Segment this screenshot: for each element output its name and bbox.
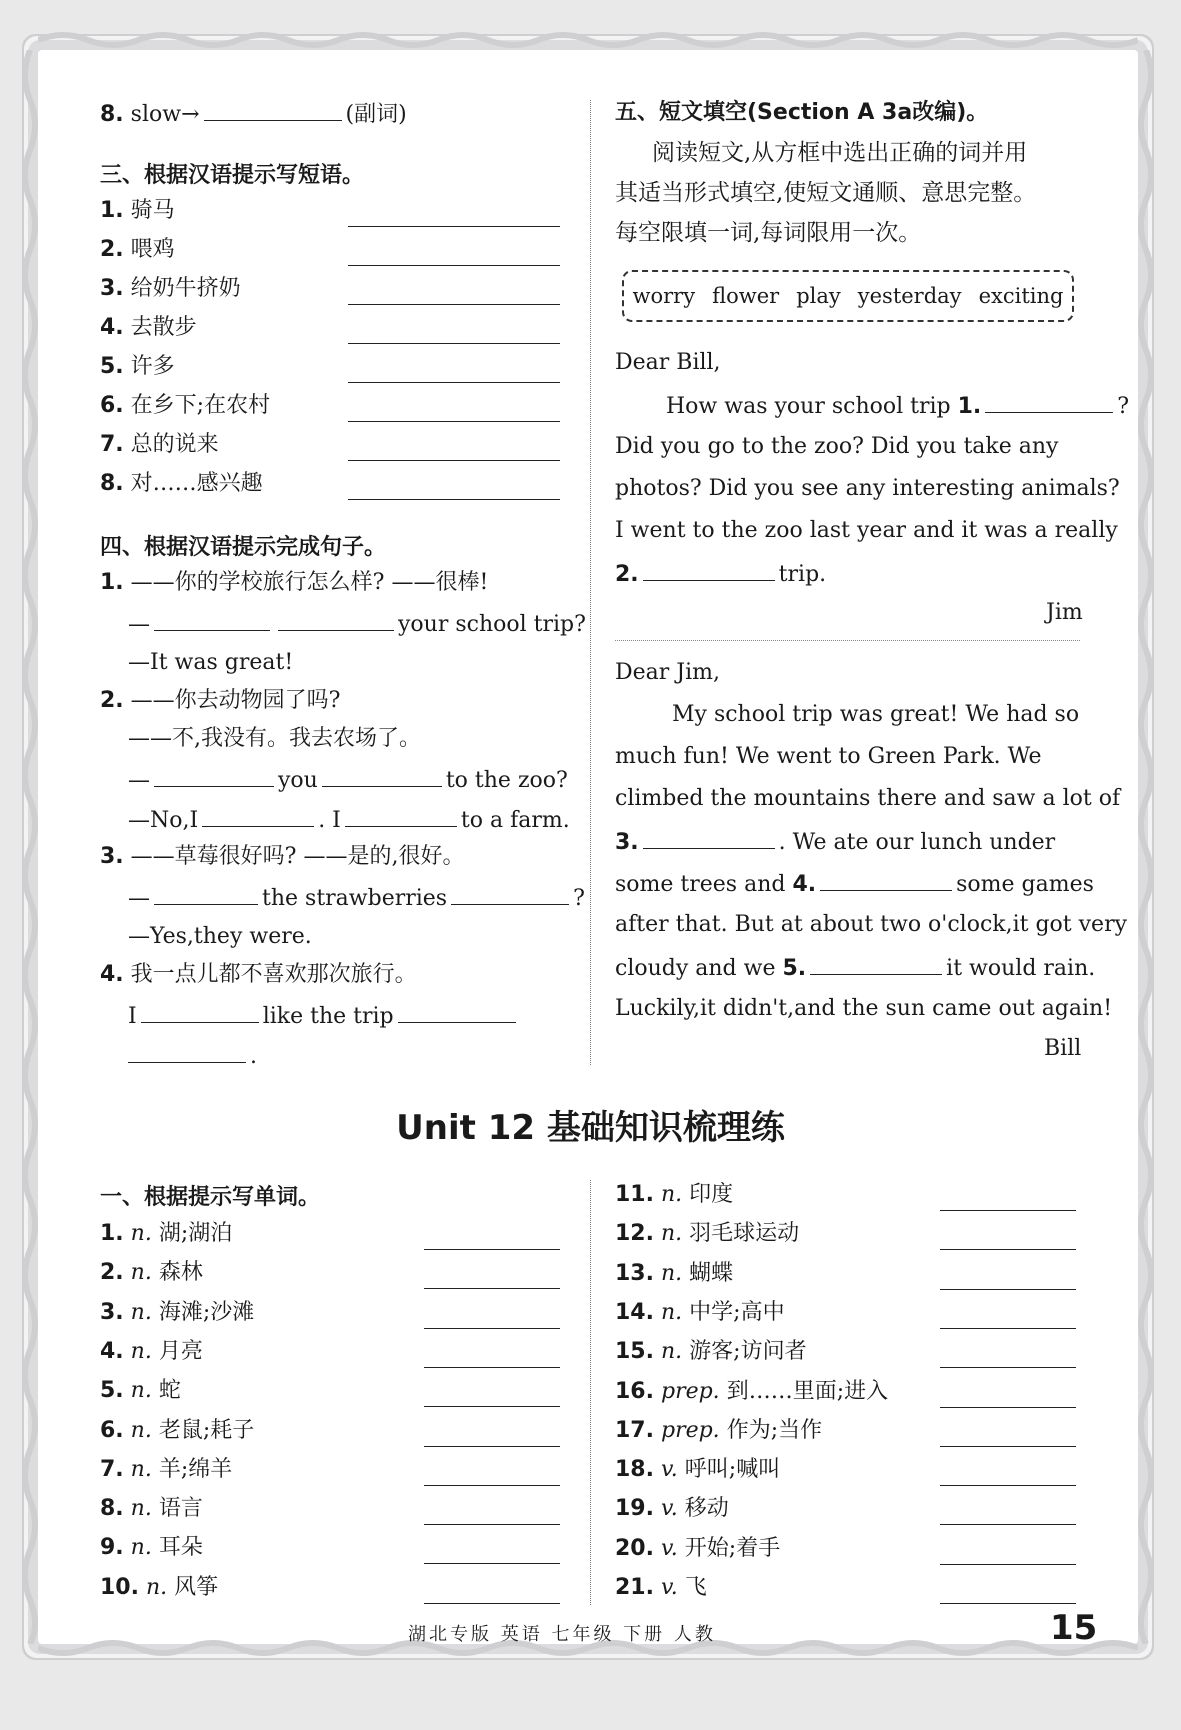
q2-english-2: —No,I . I to a farm. <box>128 804 570 836</box>
answer-blank[interactable] <box>348 225 560 227</box>
answer-blank[interactable] <box>128 1040 246 1063</box>
answer-blank[interactable] <box>154 608 270 631</box>
item-text: 飞 <box>684 1575 707 1600</box>
item-number: 10. <box>100 1574 139 1600</box>
item-number: 3. <box>100 1299 124 1325</box>
word-bank-box <box>622 270 1074 322</box>
part-of-speech: prep. <box>660 1417 720 1443</box>
word-bank-item: worry <box>632 284 696 308</box>
word-item <box>100 1376 181 1406</box>
column-divider-bottom <box>590 1180 591 1605</box>
answer-blank[interactable] <box>348 459 560 461</box>
part-of-speech: n. <box>660 1339 683 1365</box>
item-text: 风筝 <box>174 1574 219 1600</box>
part-of-speech: v. <box>660 1575 678 1600</box>
part-of-speech: n. <box>130 1378 152 1404</box>
item-text: 蛇 <box>158 1378 181 1404</box>
answer-blank[interactable] <box>940 1484 1076 1486</box>
letter1-line2: Did you go to the zoo? Did you take any <box>615 434 1059 459</box>
answer-blank[interactable] <box>424 1327 560 1329</box>
item-text: 给奶牛挤奶 <box>130 276 241 301</box>
item-number: 9. <box>100 1535 124 1561</box>
answer-blank[interactable] <box>348 498 560 500</box>
word-item <box>615 1377 888 1407</box>
answer-blank[interactable] <box>278 608 394 631</box>
letter1-line5: 2. trip. <box>615 558 826 590</box>
letter1-greeting: Dear Bill, <box>615 350 721 375</box>
part-of-speech: n. <box>130 1221 152 1246</box>
answer-blank[interactable] <box>940 1288 1076 1290</box>
item-number: 6. <box>100 1417 124 1443</box>
word-item <box>100 1219 232 1249</box>
answer-blank[interactable] <box>424 1484 560 1486</box>
answer-blank[interactable] <box>345 804 457 827</box>
answer-blank[interactable] <box>424 1287 560 1289</box>
item-text: 中学;高中 <box>689 1299 785 1325</box>
q4-english-2: . <box>128 1040 257 1072</box>
answer-blank[interactable] <box>940 1248 1076 1250</box>
answer-blank[interactable] <box>940 1445 1076 1447</box>
phrase-item <box>100 430 219 460</box>
item-number: 3. <box>100 276 124 301</box>
word-item <box>615 1455 780 1485</box>
answer-blank[interactable] <box>154 882 258 905</box>
part-of-speech: n. <box>130 1338 152 1364</box>
word-item <box>615 1494 729 1524</box>
item-text: 总的说来 <box>130 432 219 457</box>
word-item <box>100 1573 218 1603</box>
q4-chinese: 4. 我一点儿都不喜欢那次旅行。 <box>100 962 417 987</box>
instructions-1: 阅读短文,从方框中选出正确的词并用 <box>652 140 1028 166</box>
item-number: 15. <box>615 1339 654 1365</box>
word-item <box>615 1180 733 1210</box>
part-of-speech: n. <box>130 1260 152 1286</box>
instructions-2: 其适当形式填空,使短文通顺、意思完整。 <box>615 180 1037 206</box>
item-number: 5. <box>100 354 124 379</box>
item-number: 11. <box>615 1182 654 1207</box>
item-text: 老鼠;耗子 <box>158 1417 255 1443</box>
item-number: 13. <box>615 1260 654 1286</box>
item-text: 去散步 <box>130 315 197 340</box>
item-number: 8. <box>100 1496 124 1522</box>
part-of-speech: n. <box>130 1456 152 1482</box>
answer-blank[interactable] <box>348 342 560 344</box>
part-of-speech: n. <box>130 1496 152 1522</box>
answer-blank[interactable] <box>424 1248 560 1250</box>
item-number: 4. <box>100 315 124 340</box>
word-item <box>615 1219 799 1249</box>
part-of-speech: n. <box>145 1574 168 1600</box>
part-of-speech: n. <box>130 1535 152 1561</box>
item-text: 湖;湖泊 <box>158 1221 233 1246</box>
item-text: 骑马 <box>130 198 175 223</box>
item-number: 1. <box>100 198 124 223</box>
item-number: 16. <box>615 1378 654 1404</box>
item-number: 7. <box>100 1456 124 1482</box>
item-number: 20. <box>615 1535 654 1561</box>
item-text: 月亮 <box>158 1338 203 1364</box>
part-of-speech: n. <box>660 1182 683 1207</box>
item-number: 21. <box>615 1575 654 1600</box>
item-text: 游客;访问者 <box>689 1339 807 1365</box>
item-text: 森林 <box>158 1260 203 1286</box>
word-item <box>615 1573 707 1603</box>
answer-blank[interactable] <box>141 1000 259 1023</box>
phrase-item <box>100 235 175 265</box>
q2-chinese-1: 2. ——你去动物园了吗? <box>100 688 341 713</box>
item-text: 羊;绵羊 <box>158 1456 233 1482</box>
q3-answer: —Yes,they were. <box>128 924 312 949</box>
item-number: 18. <box>615 1457 654 1483</box>
q1-answer: —It was great! <box>128 650 294 675</box>
item-text: 到……里面;进入 <box>726 1378 889 1404</box>
item-text: 语言 <box>158 1496 203 1522</box>
letter2-line2: much fun! We went to Green Park. We <box>615 744 1042 769</box>
answer-blank[interactable] <box>204 98 342 121</box>
item-text: 移动 <box>684 1496 729 1522</box>
word-item <box>100 1298 254 1328</box>
word-item <box>100 1494 203 1524</box>
item-number: 4. <box>100 1338 124 1364</box>
item-number: 6. <box>100 393 124 418</box>
letter2-line6: after that. But at about two o'clock,it got very <box>615 912 1128 937</box>
answer-blank[interactable] <box>940 1209 1076 1211</box>
item-number: 19. <box>615 1496 654 1522</box>
q2-chinese-2: ——不,我没有。我去农场了。 <box>128 726 421 751</box>
item-text: 印度 <box>689 1182 734 1207</box>
word-item <box>615 1416 822 1446</box>
part-of-speech: v. <box>660 1457 678 1483</box>
answer-blank[interactable] <box>424 1405 560 1407</box>
item-text: 海滩;沙滩 <box>158 1299 255 1325</box>
q3-english: — the strawberries ? <box>128 882 585 914</box>
wavy-border-top <box>38 28 1138 48</box>
answer-blank[interactable] <box>424 1366 560 1368</box>
column-divider-top <box>590 100 591 1065</box>
word-item <box>615 1298 785 1328</box>
part-of-speech: n. <box>660 1299 683 1325</box>
answer-blank[interactable] <box>451 882 569 905</box>
answer-blank[interactable] <box>348 381 560 383</box>
part-of-speech: v. <box>660 1496 678 1522</box>
phrase-item <box>100 352 175 382</box>
section-4-title: 四、根据汉语提示完成句子。 <box>100 535 387 560</box>
letter2-line7: cloudy and we 5. it would rain. <box>615 952 1095 984</box>
answer-blank[interactable] <box>424 1523 560 1525</box>
item-number: 12. <box>615 1221 654 1247</box>
letter2-greeting: Dear Jim, <box>615 660 720 685</box>
item-number: 17. <box>615 1417 654 1443</box>
item-text: 开始;着手 <box>684 1535 781 1561</box>
part-of-speech: v. <box>660 1535 678 1561</box>
answer-blank[interactable] <box>940 1327 1076 1329</box>
answer-blank[interactable] <box>940 1366 1076 1368</box>
part-of-speech: n. <box>130 1417 152 1443</box>
phrase-item <box>100 469 263 499</box>
letter2-line8: Luckily,it didn't,and the sun came out again! <box>615 996 1113 1021</box>
item-text: 对……感兴趣 <box>130 471 263 496</box>
letter2-line3: climbed the mountains there and saw a lot of <box>615 786 1121 811</box>
letter2-signature: Bill <box>1044 1036 1082 1061</box>
q4-english: I like the trip <box>128 1000 520 1032</box>
word-item <box>100 1416 254 1446</box>
answer-blank[interactable] <box>940 1523 1076 1525</box>
answer-blank[interactable] <box>424 1445 560 1447</box>
q1-english: — your school trip? <box>128 608 586 640</box>
item-number: 7. <box>100 432 124 457</box>
item-number: 2. <box>100 1260 124 1286</box>
unit-title: Unit 12 基础知识梳理练 <box>396 1108 785 1148</box>
q2-english-1: — you to the zoo? <box>128 764 568 796</box>
unit-section-1-title: 一、根据提示写单词。 <box>100 1185 321 1210</box>
word-item <box>100 1455 232 1485</box>
answer-blank[interactable] <box>322 764 442 787</box>
answer-blank[interactable] <box>348 303 560 305</box>
letter-separator <box>615 640 1080 641</box>
letter1-line3: photos? Did you see any interesting animals? <box>615 476 1120 501</box>
answer-blank[interactable] <box>940 1602 1076 1604</box>
answer-blank[interactable] <box>643 558 775 581</box>
item-text: 喂鸡 <box>130 237 175 262</box>
item-text: 羽毛球运动 <box>689 1221 800 1247</box>
item-text: 蝴蝶 <box>689 1260 734 1286</box>
item-number: 14. <box>615 1299 654 1325</box>
answer-blank[interactable] <box>820 868 952 891</box>
answer-blank[interactable] <box>940 1406 1076 1408</box>
part-of-speech: n. <box>660 1260 683 1286</box>
item-text: 呼叫;喊叫 <box>684 1457 781 1483</box>
answer-blank[interactable] <box>985 390 1113 413</box>
q3-chinese: 3. ——草莓很好吗? ——是的,很好。 <box>100 844 465 869</box>
answer-blank[interactable] <box>810 952 942 975</box>
page-number: 15 <box>1050 1608 1098 1648</box>
item-number: 2. <box>100 237 124 262</box>
section-3-title: 三、根据汉语提示写短语。 <box>100 163 365 188</box>
answer-blank[interactable] <box>424 1562 560 1564</box>
letter2-line1: My school trip was great! We had so <box>672 702 1080 727</box>
item-text: 作为;当作 <box>726 1417 823 1443</box>
item-number: 1. <box>100 1221 124 1246</box>
answer-blank[interactable] <box>348 264 560 266</box>
word-bank-item: play <box>796 284 841 308</box>
word-bank-item: exciting <box>978 284 1064 308</box>
wavy-border-right <box>1138 50 1158 1644</box>
item-text: 许多 <box>130 354 175 379</box>
phrase-item <box>100 196 175 226</box>
letter2-line5: some trees and 4. some games <box>615 868 1094 900</box>
phrase-item <box>100 391 270 421</box>
q1-chinese: 1. ——你的学校旅行怎么样? ——很棒! <box>100 570 489 595</box>
item-8-slow: 8. slow→ (副词) <box>100 98 407 130</box>
word-item <box>100 1258 203 1288</box>
word-item <box>615 1534 780 1564</box>
answer-blank[interactable] <box>202 804 314 827</box>
item-text: 在乡下;在农村 <box>130 393 271 418</box>
answer-blank[interactable] <box>940 1563 1076 1565</box>
wavy-border-left <box>18 50 38 1644</box>
word-bank-item: flower <box>712 284 780 308</box>
word-bank-item: yesterday <box>857 284 962 308</box>
item-text: 耳朵 <box>158 1535 203 1561</box>
letter1-signature: Jim <box>1046 600 1083 625</box>
phrase-item <box>100 274 241 304</box>
item-number: 8. <box>100 471 124 496</box>
part-of-speech: n. <box>660 1221 683 1247</box>
word-item <box>100 1337 203 1367</box>
answer-blank[interactable] <box>398 1000 516 1023</box>
section-5-title: 五、短文填空(Section A 3a改编)。 <box>615 100 989 125</box>
instructions-3: 每空限填一词,每词限用一次。 <box>615 220 922 246</box>
answer-blank[interactable] <box>424 1602 560 1604</box>
letter2-line4: 3. . We ate our lunch under <box>615 826 1055 858</box>
word-item <box>615 1259 733 1289</box>
answer-blank[interactable] <box>643 826 775 849</box>
phrase-item <box>100 313 197 343</box>
answer-blank[interactable] <box>154 764 274 787</box>
part-of-speech: n. <box>130 1299 152 1325</box>
word-item <box>615 1337 807 1367</box>
footer-text: 湖北专版 英语 七年级 下册 人教 <box>408 1624 716 1645</box>
part-of-speech: prep. <box>660 1378 720 1404</box>
word-item <box>100 1533 203 1563</box>
letter1-line4: I went to the zoo last year and it was a really <box>615 518 1118 543</box>
answer-blank[interactable] <box>348 420 560 422</box>
letter1-line1: How was your school trip 1. ? <box>666 390 1129 422</box>
item-number: 5. <box>100 1378 124 1404</box>
